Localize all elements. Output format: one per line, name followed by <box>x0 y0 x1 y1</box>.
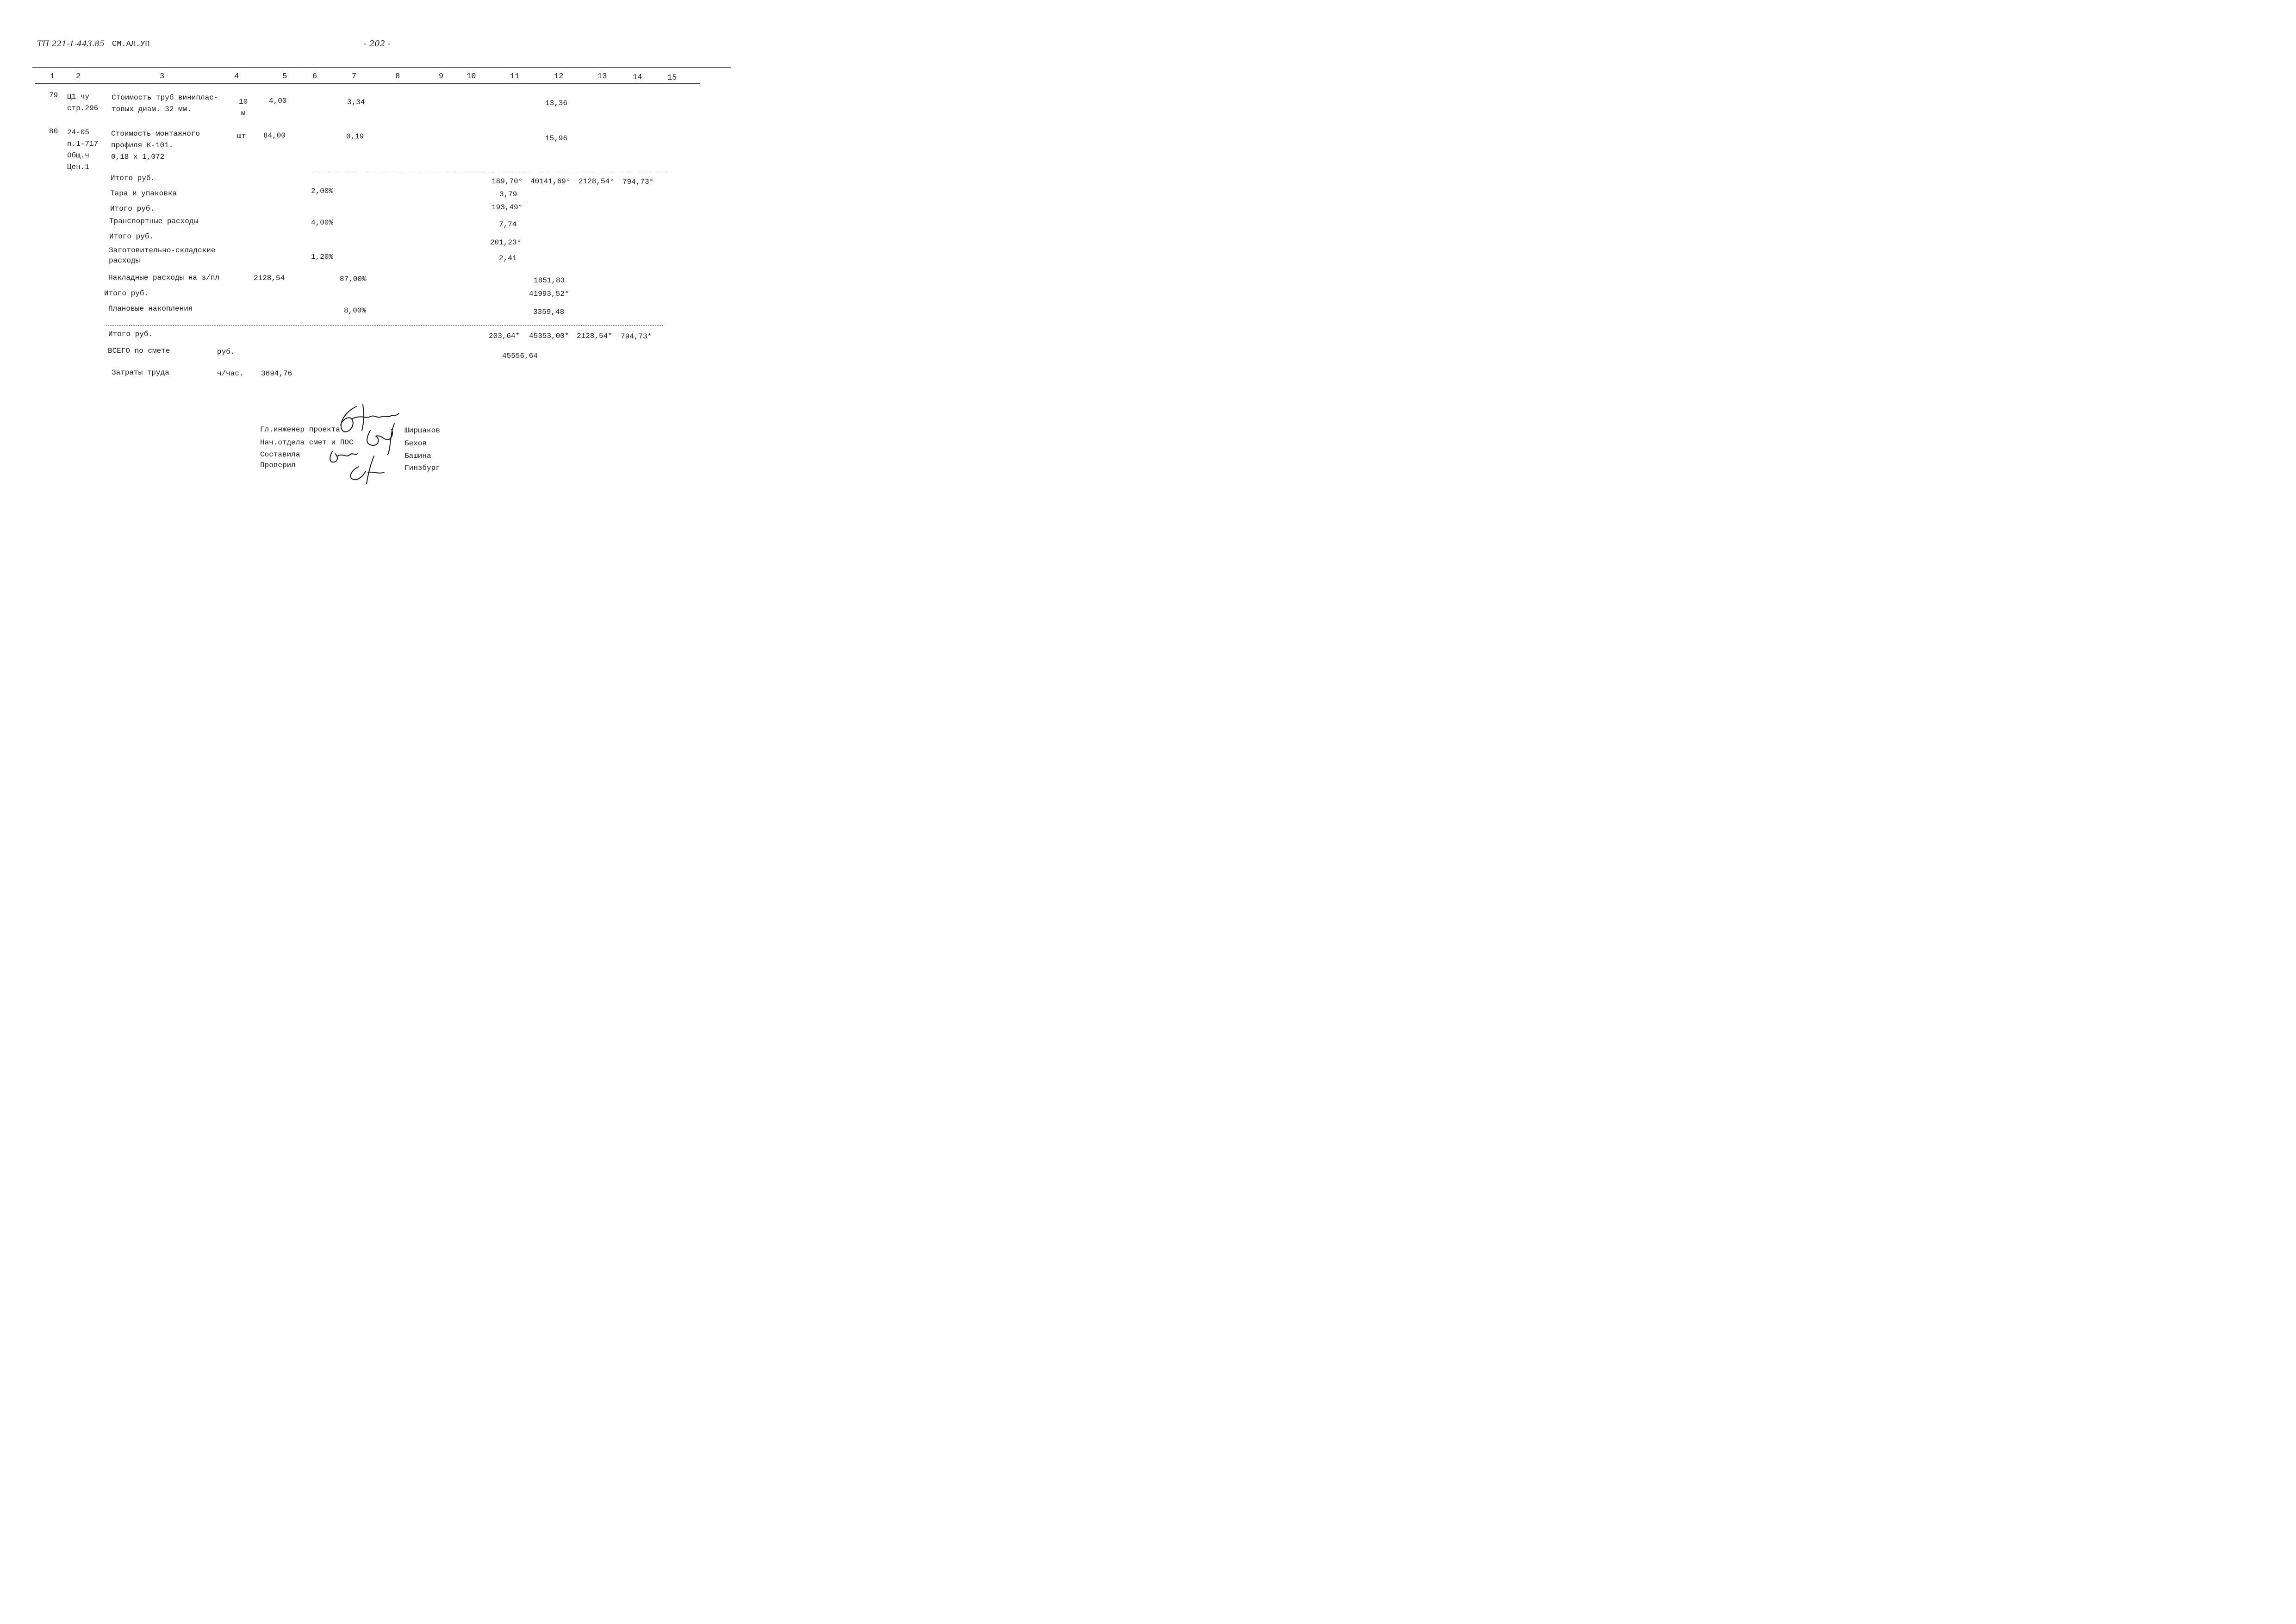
summary-label: Транспортные расходы <box>109 217 199 225</box>
summary-col6: 2,00% <box>311 187 334 195</box>
summary-col11: 201,23° <box>490 238 522 247</box>
table-row-col12: 15,96 <box>545 134 568 143</box>
summary-label: Заготовительно-складские расходы <box>109 246 216 265</box>
signature-role-compiled-by: Составила <box>260 450 300 459</box>
column-header-10: 10 <box>467 72 476 81</box>
table-row-number: 80 <box>49 127 58 136</box>
document-section: СМ.АЛ.УП <box>112 40 150 49</box>
summary-col7: 87,00% <box>340 275 367 283</box>
table-row-number: 79 <box>49 91 58 100</box>
estimate-total-label: ВСЕГО по смете <box>108 347 170 355</box>
table-row-reference: 24-05 п.1-717 Общ.ч Цен.1 <box>67 128 99 171</box>
table-row-col12: 13,36 <box>545 99 568 107</box>
signature-stroke-checked-by <box>351 456 384 484</box>
summary-col6: 4,00% <box>311 219 334 227</box>
column-header-5: 5 <box>282 72 287 81</box>
column-header-15: 15 <box>667 74 677 82</box>
final-total-col11: 203,64* <box>489 332 520 340</box>
summary-col13: 2128,54° <box>579 177 614 186</box>
summary-col7: 8,00% <box>344 306 367 315</box>
summary-label: Итого руб. <box>104 289 149 298</box>
signature-stroke-chief-engineer <box>341 406 399 432</box>
final-total-col12: 45353,00* <box>529 332 569 340</box>
summary-label: Итого руб. <box>111 174 156 182</box>
page-number: - 202 - <box>364 39 391 49</box>
table-row-quantity: 84,00 <box>263 131 286 140</box>
summary-label: Тара и упаковка <box>110 189 177 198</box>
summary-label: Плановые накопления <box>108 305 193 313</box>
column-header-2: 2 <box>76 72 81 81</box>
table-row-col7: 3,34 <box>347 98 365 106</box>
column-header-6: 6 <box>312 72 317 81</box>
summary-col11: 7,74 <box>499 220 517 229</box>
summary-label: Итого руб. <box>110 205 155 213</box>
column-header-1: 1 <box>50 72 55 81</box>
signature-stroke-compiled-by <box>330 451 357 462</box>
final-total-col14: 794,73* <box>621 332 652 341</box>
summary-col6: 1,20% <box>311 253 334 261</box>
column-header-3: 3 <box>160 72 165 81</box>
table-row-reference: Ц1 чу стр.296 <box>67 93 99 112</box>
column-header-8: 8 <box>395 72 400 81</box>
signature-role-chief-engineer: Гл.инженер проекта <box>260 425 340 434</box>
estimate-total-unit: руб. <box>217 348 235 356</box>
table-row-unit: 10 м <box>239 98 248 118</box>
signature-name-department-head: Бехов <box>404 439 427 448</box>
column-header-11: 11 <box>510 72 520 81</box>
summary-label: Итого руб. <box>109 232 154 241</box>
summary-col14: 794,73° <box>622 178 654 186</box>
summary-label: Накладные расходы на з/пл <box>108 274 220 282</box>
labor-value: 3694,76 <box>261 369 292 378</box>
document-code: ТП 221-1-443.85 <box>37 39 105 49</box>
signature-role-checked-by: Проверил <box>260 461 296 469</box>
table-row-quantity: 4,00 <box>269 97 287 105</box>
summary-col12: 1851,83 <box>534 276 565 285</box>
handwritten-signatures <box>0 0 726 513</box>
signature-name-chief-engineer: Ширшаков <box>404 426 440 435</box>
summary-col12: 40141,69° <box>530 177 571 186</box>
column-header-14: 14 <box>633 73 642 82</box>
table-row-description: Стоимость монтажного профиля К-101. 0,18 х 1,072 <box>111 130 200 161</box>
column-header-13: 13 <box>597 72 607 81</box>
column-header-7: 7 <box>352 72 357 81</box>
signature-role-department-head: Нач.отдела смет и ПОС <box>260 438 354 447</box>
summary-col11: 2,41 <box>499 254 517 262</box>
summary-col11: 3,79 <box>499 190 517 199</box>
column-header-4: 4 <box>234 72 239 81</box>
column-header-12: 12 <box>554 72 564 81</box>
summary-col12: 3359,48 <box>533 308 565 316</box>
signature-name-compiled-by: Башина <box>404 452 431 460</box>
column-header-9: 9 <box>439 72 444 81</box>
signature-name-checked-by: Гинзбург <box>404 464 440 472</box>
summary-col11: 193,49° <box>492 203 523 212</box>
labor-label: Затраты труда <box>112 369 169 377</box>
table-row-col7: 0,19 <box>346 132 364 141</box>
final-total-label: Итого руб. <box>108 330 153 338</box>
final-total-col13: 2128,54* <box>577 332 612 340</box>
signature-stroke-department-head <box>367 424 394 455</box>
table-row-description: Стоимость труб виниплас- товых диам. 32 мм. <box>112 94 218 113</box>
table-row-unit: шт <box>237 132 246 140</box>
signature-stroke-chief-engineer-extra <box>362 405 364 431</box>
estimate-total-value: 45556,64 <box>502 352 538 360</box>
summary-col12: 41993,52° <box>529 290 569 298</box>
summary-col11: 189,70° <box>492 177 523 186</box>
summary-col5: 2128,54 <box>254 274 285 282</box>
labor-unit: ч/час. <box>217 369 244 378</box>
